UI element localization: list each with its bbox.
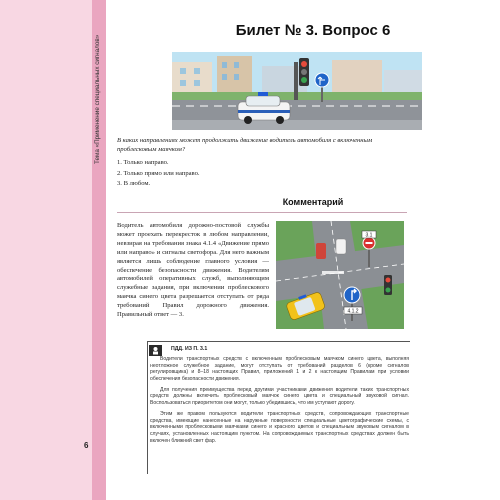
pdd-text [150,356,409,449]
sign-label-4-1-2: 4.1.2 [347,308,359,315]
comment-text: Водитель автомобиля дорожно-постовой службы может проехать перекресток в любом направлении, невзирая на требования знака 4.1.4 «Движение прямо или направо» и сигналы светофора. Для него важным является лишь соблюдение главного условия — обеспечение безопасности движения. Водителям автомобилей оперативных служб, выполняющим служебные задания, при включении проблескового маячка синего цвета разрешается отступать от ряда требований Правил дорожного движения. Правильный ответ — 3. [117,222,269,319]
pdd-label: ПДД. ИЗ П. 3.1 [171,346,208,352]
page-number: 6 [84,441,89,450]
comment-heading: Комментарий [282,197,344,207]
comment-divider [117,212,407,213]
comment-illustration [276,221,404,329]
sidebar-vertical-label [94,14,104,164]
answer-option[interactable]: 1. Только направо. [117,159,169,166]
answer-option[interactable]: 3. В любом. [117,180,151,187]
answer-option[interactable]: 2. Только прямо или направо. [117,169,200,177]
pdd-paragraph: Водители транспортных средств с включенным проблесковым маячком синего цвета, выполняя неотложное служебное задание, могут отступать от требований разделов 6 (кроме сигналов регулировщика) и 8–18 настоящих Правил, приложений 1 и 2 к настоящим Правилам при условии обеспечения безопасности движения. [150,356,409,382]
answer-list [117,158,317,190]
question-illustration [172,52,422,130]
question-text: В каких направлениях может продолжить движение водитель автомобиля с включенным проблесковым маячком? [117,137,373,153]
page-title: Билет № 3. Вопрос 6 [235,22,391,39]
pdd-paragraph: Для получения преимущества перед другими участниками движения водители таких транспортных средств должны включить проблесковый маячок синего цвета и специальный звуковой сигнал. Воспользоваться приоритетом они могут, только убедившись, что им уступают дорогу. [150,386,409,407]
sidebar [0,0,93,500]
sign-label-3-1: 3.1 [365,232,373,239]
sidebar-vertical-text: Тема «Применение специальных сигналов» [94,34,101,164]
pdd-paragraph: Этим же правом пользуются водители транспортных средств, сопровождающих транспортные средства, имеющие нанесенные на наружные поверхности специальные цветографические схемы, с включенными проблесковыми маячками синего и красного цветов и специальным звуковым сигналом в случаях, установленных настоящим пунктом. На сопровождаемых транспортных средствах должен быть включен ближний свет фар. [150,411,409,444]
traffic-police-icon [149,343,162,354]
